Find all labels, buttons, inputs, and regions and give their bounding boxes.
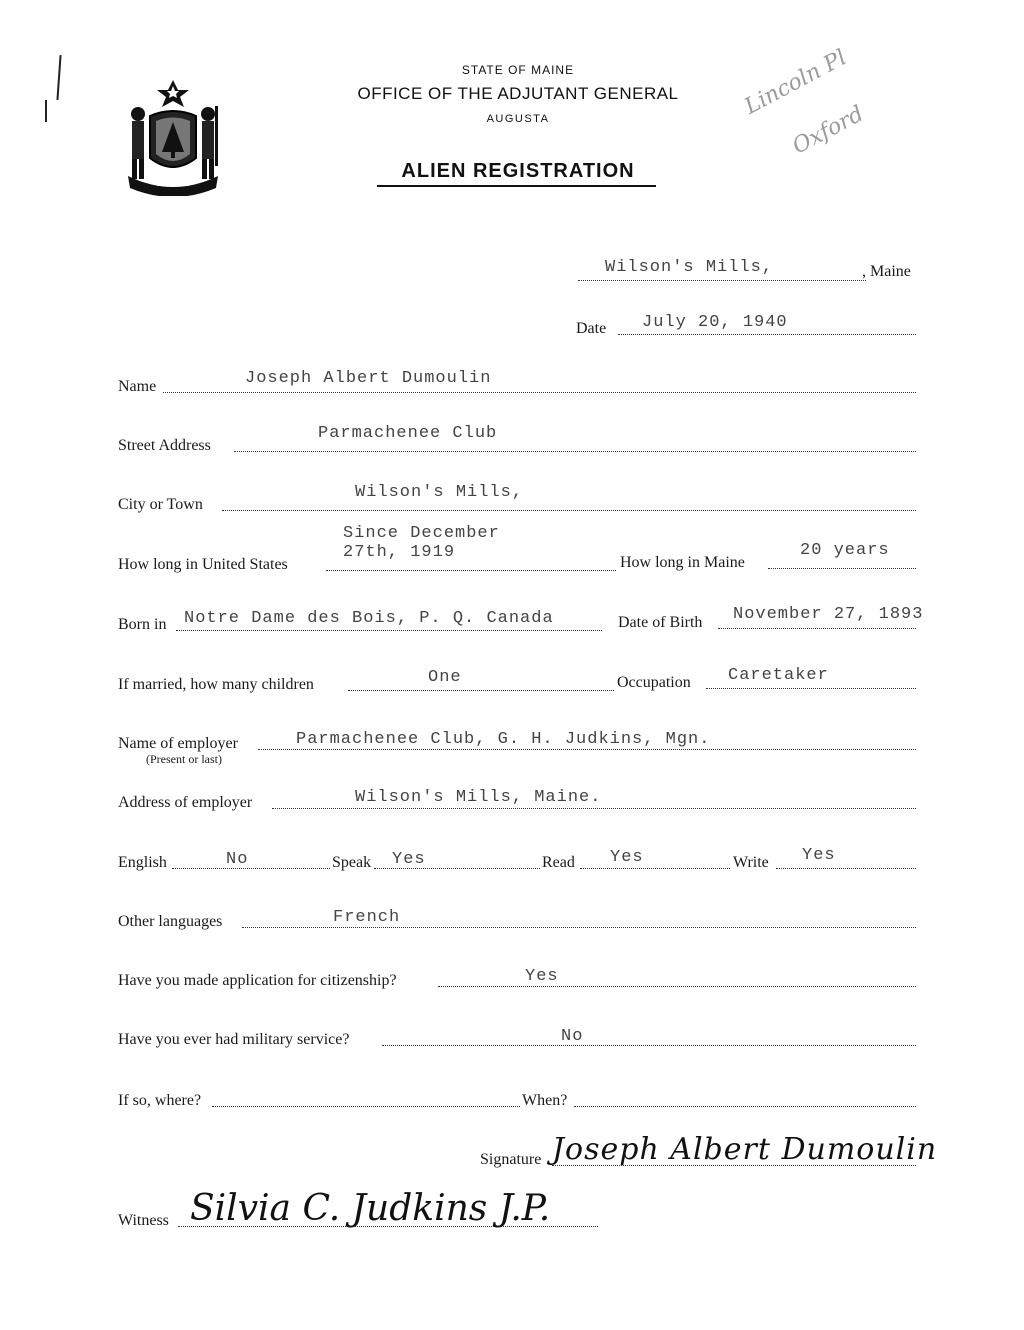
dob-value: November 27, 1893 xyxy=(733,605,924,624)
maine-duration-line xyxy=(768,568,916,569)
employer-sublabel: (Present or last) xyxy=(146,752,222,766)
title-underline xyxy=(377,185,656,187)
scan-mark xyxy=(45,100,47,122)
employer-address-value: Wilson's Mills, Maine. xyxy=(355,788,602,807)
occupation-line xyxy=(706,688,916,689)
name-label: Name xyxy=(118,378,157,395)
read-label: Read xyxy=(542,854,575,871)
witness-value: Silvia C. Judkins J.P. xyxy=(190,1188,551,1229)
speak-value: Yes xyxy=(392,850,426,869)
date-label: Date xyxy=(576,320,607,337)
employer-label: Name of employer xyxy=(118,735,238,752)
english-line xyxy=(172,868,330,869)
other-languages-line xyxy=(242,927,916,928)
seal-banner-text: MAINE xyxy=(156,178,190,189)
children-value: One xyxy=(428,668,462,687)
english-label: English xyxy=(118,854,167,871)
signature-label: Signature xyxy=(480,1151,542,1168)
us-duration-label: How long in United States xyxy=(118,556,288,573)
margin-note: Oxford xyxy=(788,101,868,160)
speak-label: Speak xyxy=(332,854,372,871)
born-label: Born in xyxy=(118,616,167,633)
children-label: If married, how many children xyxy=(118,676,314,693)
city-label: City or Town xyxy=(118,496,203,513)
date-value: July 20, 1940 xyxy=(642,313,788,332)
form-title: ALIEN REGISTRATION xyxy=(401,160,635,182)
when-line xyxy=(574,1106,916,1107)
citizenship-line xyxy=(438,986,916,987)
date-line xyxy=(618,334,916,335)
name-line xyxy=(163,392,916,393)
margin-note: Lincoln Pl xyxy=(740,45,851,120)
other-languages-value: French xyxy=(333,908,401,927)
office-heading: OFFICE OF THE ADJUTANT GENERAL xyxy=(357,84,679,103)
children-line xyxy=(348,690,614,691)
employer-line xyxy=(258,749,916,750)
employer-value: Parmachenee Club, G. H. Judkins, Mgn. xyxy=(296,730,711,749)
place-line xyxy=(578,280,866,281)
street-label: Street Address xyxy=(118,437,211,454)
us-duration-line1: Since December xyxy=(343,524,500,543)
born-value: Notre Dame des Bois, P. Q. Canada xyxy=(184,609,554,628)
street-line xyxy=(234,451,916,452)
military-label: Have you ever had military service? xyxy=(118,1031,350,1048)
where-line xyxy=(212,1106,520,1107)
read-line xyxy=(580,868,730,869)
when-label: When? xyxy=(522,1092,568,1109)
us-duration-line xyxy=(326,570,616,571)
employer-address-label: Address of employer xyxy=(118,794,253,811)
scan-mark xyxy=(56,55,61,100)
state-heading: STATE OF MAINE xyxy=(461,63,575,77)
city-value: Wilson's Mills, xyxy=(355,483,524,502)
write-line xyxy=(776,868,916,869)
born-line xyxy=(176,630,602,631)
write-value: Yes xyxy=(802,846,836,865)
place-suffix: , Maine xyxy=(862,263,911,280)
employer-address-line xyxy=(272,808,916,809)
maine-duration-value: 20 years xyxy=(800,541,890,560)
city-line xyxy=(222,510,916,511)
where-label: If so, where? xyxy=(118,1092,202,1109)
signature-value: Joseph Albert Dumoulin xyxy=(552,1132,938,1167)
english-value: No xyxy=(226,850,249,869)
place-value: Wilson's Mills, xyxy=(605,258,774,277)
citizenship-value: Yes xyxy=(525,967,559,986)
citizenship-label: Have you made application for citizenship? xyxy=(118,972,397,989)
dob-label: Date of Birth xyxy=(618,614,703,631)
city-heading: AUGUSTA xyxy=(486,113,550,125)
military-line xyxy=(382,1045,916,1046)
witness-label: Witness xyxy=(118,1212,169,1229)
occupation-label: Occupation xyxy=(617,674,691,691)
name-value: Joseph Albert Dumoulin xyxy=(245,369,492,388)
maine-duration-label: How long in Maine xyxy=(620,554,745,571)
us-duration-line2: 27th, 1919 xyxy=(343,543,456,562)
military-value: No xyxy=(561,1027,584,1046)
dob-line xyxy=(718,628,916,629)
write-label: Write xyxy=(733,854,769,871)
street-value: Parmachenee Club xyxy=(318,424,498,443)
read-value: Yes xyxy=(610,848,644,867)
other-languages-label: Other languages xyxy=(118,913,223,930)
occupation-value: Caretaker xyxy=(728,666,829,685)
